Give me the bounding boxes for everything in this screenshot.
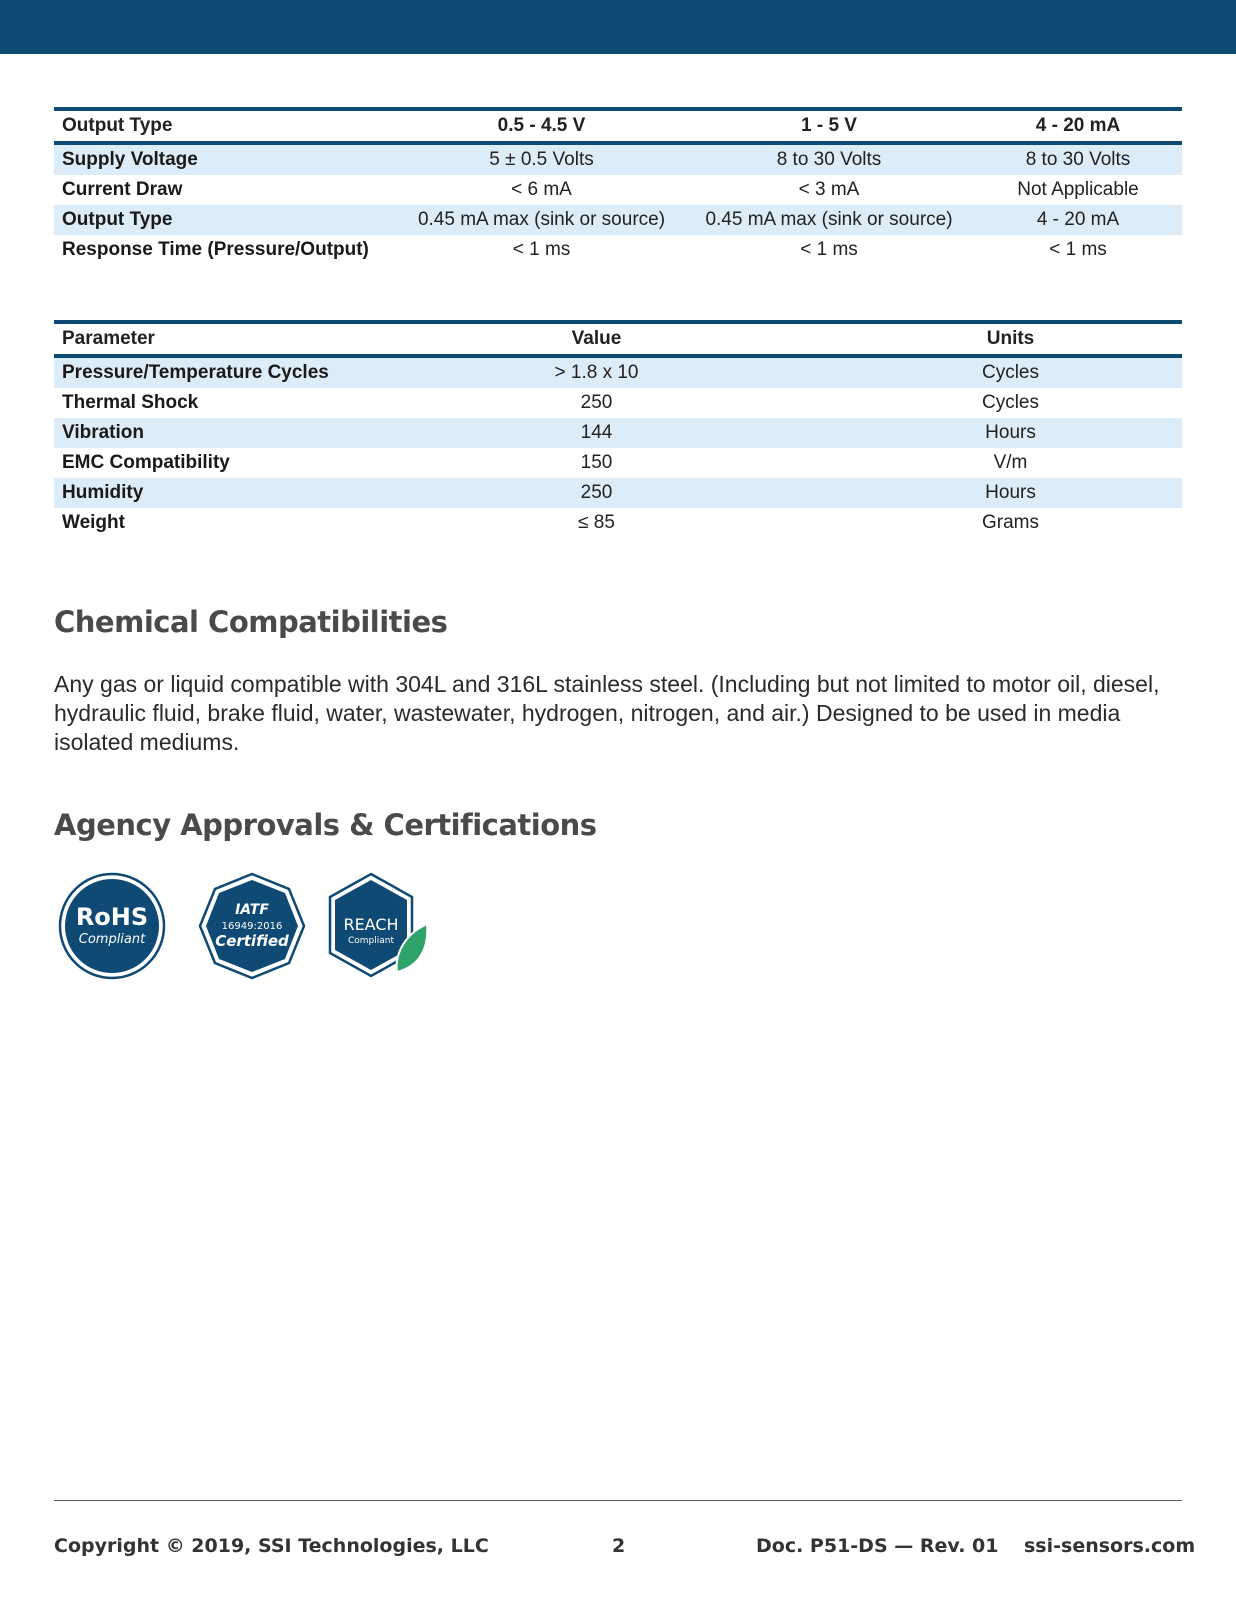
column-header: 1 - 5 V (801, 115, 857, 136)
badge-subtitle: Certified (215, 932, 289, 950)
website-link[interactable]: ssi-sensors.com (1024, 1535, 1196, 1557)
table-cell: 8 to 30 Volts (776, 149, 882, 170)
table-cell: Hours (985, 482, 1036, 503)
table-cell: 5 ± 0.5 Volts (489, 149, 594, 170)
badge-standard: 16949:2016 (221, 921, 283, 932)
table-cell: 250 (580, 482, 613, 503)
badge-subtitle: Compliant (347, 936, 395, 946)
table-cell: 8 to 30 Volts (1025, 149, 1131, 170)
table-cell: Not Applicable (1017, 179, 1139, 200)
table-cell: 0.45 mA max (sink or source) (705, 209, 953, 230)
column-header: Parameter (62, 328, 155, 349)
table-header-row (54, 322, 1182, 356)
table-row (54, 356, 1182, 388)
badge-title: REACH (343, 915, 399, 934)
row-label: Thermal Shock (62, 392, 199, 413)
table-header-row (54, 109, 1182, 143)
table-row (54, 175, 1182, 205)
row-label: Response Time (Pressure/Output) (62, 239, 369, 260)
table-cell: 250 (580, 392, 613, 413)
iatf-badge-icon (198, 872, 306, 980)
column-header: 0.5 - 4.5 V (497, 115, 586, 136)
table-cell: Hours (985, 422, 1036, 443)
badge-title: IATF (235, 902, 269, 918)
rohs-badge-icon (58, 872, 166, 980)
document-revision: Doc. P51-DS — Rev. 01 (756, 1535, 999, 1557)
table-cell: 0.45 mA max (sink or source) (417, 209, 666, 230)
table-cell: Cycles (981, 392, 1039, 413)
table-cell: V/m (993, 452, 1028, 473)
row-label: Output Type (62, 209, 173, 230)
row-label: Humidity (62, 482, 144, 503)
table-cell: > 1.8 x 10 (554, 362, 639, 383)
environmental-specs-table (54, 320, 1182, 538)
page-number: 2 (612, 1535, 626, 1557)
table-row (54, 448, 1182, 478)
reach-badge-icon (325, 872, 433, 980)
table-cell: Grams (982, 512, 1039, 533)
row-label: Weight (62, 512, 125, 533)
section-heading-agency: Agency Approvals & Certifications (54, 808, 597, 842)
badge-subtitle: Compliant (78, 932, 146, 947)
footer-copyright: Copyright © 2019, SSI Technologies, LLC (54, 1535, 489, 1557)
row-label: Vibration (62, 422, 144, 443)
table-cell: < 1 ms (800, 239, 858, 260)
table-cell: 4 - 20 mA (1036, 209, 1120, 230)
row-label: Current Draw (62, 179, 183, 200)
table-cell: < 3 mA (798, 179, 860, 200)
table-row (54, 418, 1182, 448)
table-row (54, 388, 1182, 418)
column-header: Output Type (62, 115, 173, 136)
table-cell: < 1 ms (1049, 239, 1107, 260)
table-cell: Cycles (981, 362, 1039, 383)
column-header: 4 - 20 mA (1035, 115, 1121, 136)
table-cell: < 6 mA (511, 179, 572, 200)
table-row (54, 478, 1182, 508)
section-heading-chemical: Chemical Compatibilities (54, 605, 448, 639)
chemical-compatibility-text: Any gas or liquid compatible with 304L and 316L stainless steel. (Including but not limited to motor oil, diesel, hydraulic fluid, brake fluid, water, wastewater, hydrogen, nitrogen, and air.) Designed to be used in media isolated mediums. (54, 671, 1160, 755)
row-label: EMC Compatibility (62, 452, 230, 473)
table-cell: ≤ 85 (578, 512, 615, 533)
table-row (54, 235, 1182, 265)
table-cell: 144 (580, 422, 613, 443)
badge-title: RoHS (75, 903, 149, 931)
footer-divider (54, 1500, 1182, 1501)
table-cell: < 1 ms (512, 239, 571, 260)
output-specs-table (54, 107, 1182, 265)
table-row (54, 508, 1182, 538)
row-label: Supply Voltage (62, 149, 198, 170)
table-cell: 150 (580, 452, 613, 473)
column-header: Units (986, 328, 1035, 349)
table-row (54, 143, 1182, 175)
header-bar (0, 0, 1236, 54)
table-row (54, 205, 1182, 235)
column-header: Value (571, 328, 622, 349)
row-label: Pressure/Temperature Cycles (62, 362, 329, 383)
